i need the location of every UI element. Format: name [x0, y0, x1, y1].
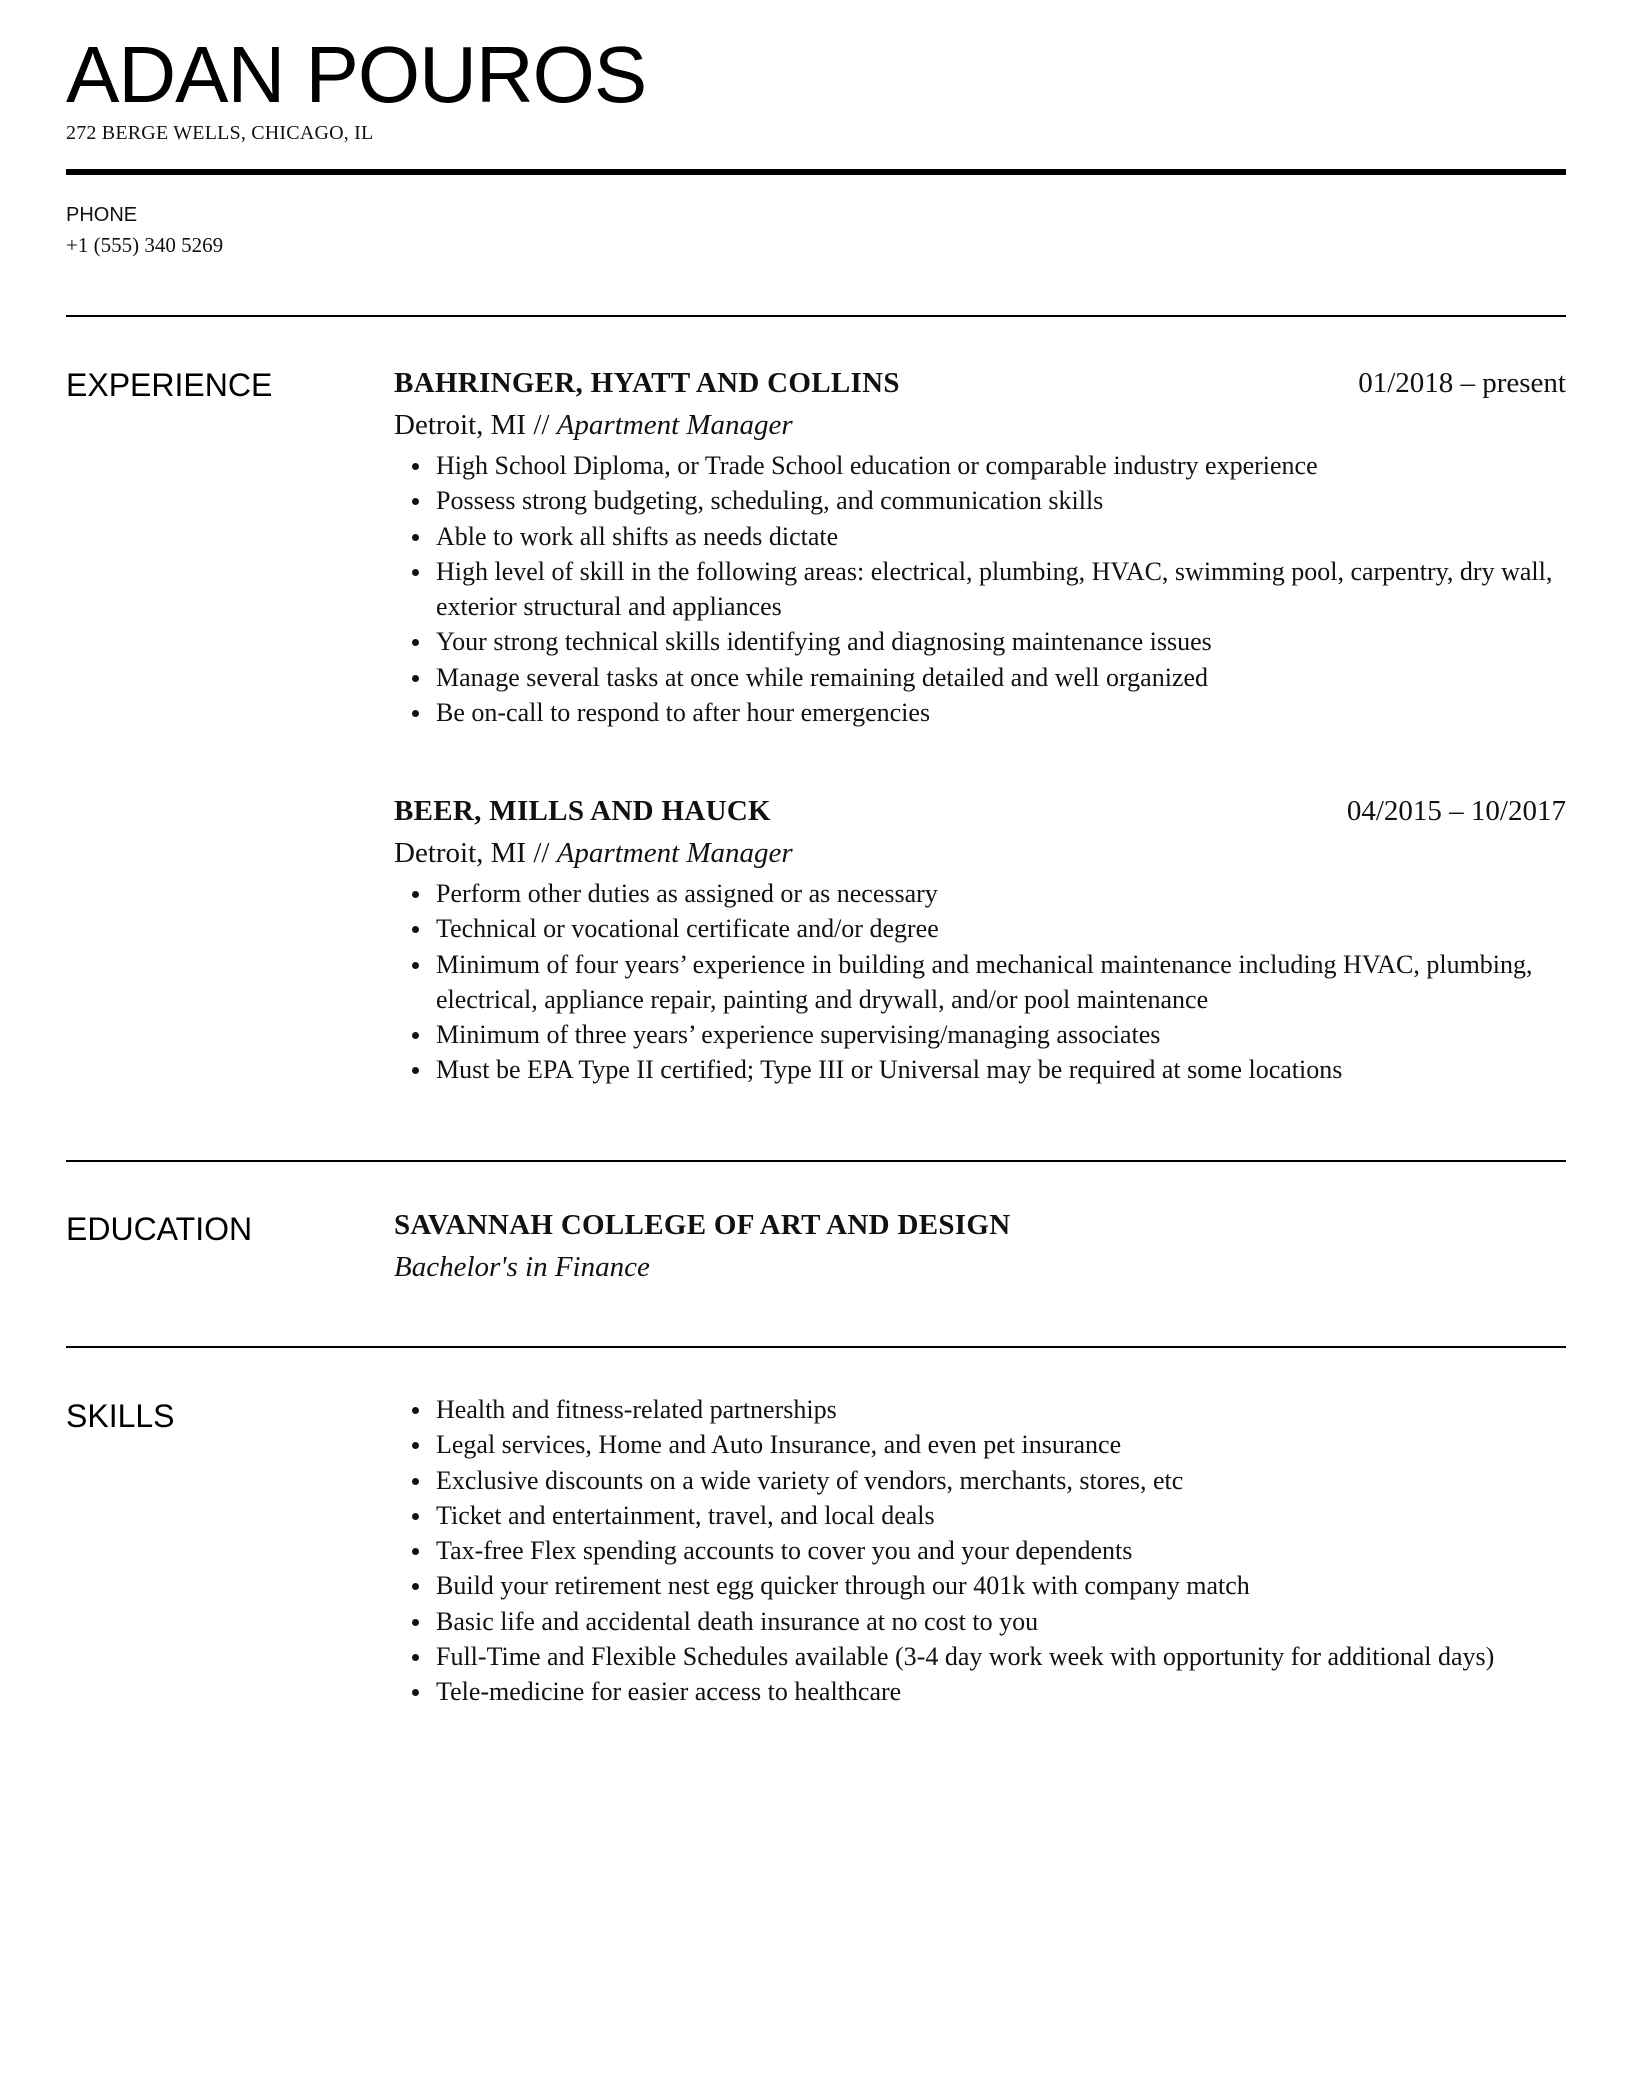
job-bullets	[394, 876, 1566, 1088]
experience-job-1	[394, 364, 1566, 730]
job-subtitle	[394, 405, 1566, 445]
list-item: Legal services, Home and Auto Insurance, and even pet insurance	[394, 1427, 1566, 1462]
skills-entry	[394, 1392, 1566, 1710]
list-item: Health and fitness-related partnerships	[394, 1392, 1566, 1427]
job-header	[394, 364, 1566, 402]
experience-divider	[66, 1160, 1566, 1162]
job-dates: 04/2015 – 10/2017	[1346, 795, 1566, 827]
degree-name: Bachelor's in Finance	[394, 1251, 650, 1283]
job-header	[394, 792, 1566, 830]
list-item: Manage several tasks at once while remaining detailed and well organized	[394, 660, 1566, 695]
education-divider	[66, 1346, 1566, 1348]
list-item: Tele-medicine for easier access to healthcare	[394, 1674, 1566, 1709]
job-dates: 01/2018 – present	[1358, 367, 1566, 399]
skills-list	[394, 1392, 1566, 1710]
job-separator: //	[526, 837, 557, 869]
list-item: Technical or vocational certificate and/or degree	[394, 911, 1566, 946]
school-name: SAVANNAH COLLEGE OF ART AND DESIGN	[394, 1209, 1011, 1241]
job-title: Apartment Manager	[556, 409, 793, 441]
job-location: Detroit, MI	[394, 409, 527, 441]
list-item: Must be EPA Type II certified; Type III or Universal may be required at some locations	[394, 1052, 1566, 1087]
candidate-address: 272 BERGE WELLS, CHICAGO, IL	[66, 122, 374, 144]
employer-name: BAHRINGER, HYATT AND COLLINS	[394, 367, 900, 399]
education-entry	[394, 1206, 1566, 1287]
phone-value: +1 (555) 340 5269	[66, 233, 224, 257]
job-separator: //	[526, 409, 557, 441]
job-bullets	[394, 448, 1566, 730]
list-item: Perform other duties as assigned or as necessary	[394, 876, 1566, 911]
list-item: Able to work all shifts as needs dictate	[394, 519, 1566, 554]
list-item: Ticket and entertainment, travel, and local deals	[394, 1498, 1566, 1533]
experience-job-2	[394, 792, 1566, 1088]
list-item: Full-Time and Flexible Schedules available (3-4 day work week with opportunity for additional days)	[394, 1639, 1566, 1674]
header-divider	[66, 169, 1566, 175]
list-item: Basic life and accidental death insurance at no cost to you	[394, 1604, 1566, 1639]
job-title: Apartment Manager	[556, 837, 793, 869]
contact-divider	[66, 315, 1566, 317]
employer-name: BEER, MILLS AND HAUCK	[394, 795, 771, 827]
list-item: Tax-free Flex spending accounts to cover you and your dependents	[394, 1533, 1566, 1568]
experience-heading: EXPERIENCE	[66, 367, 273, 403]
list-item: Be on-call to respond to after hour emergencies	[394, 695, 1566, 730]
job-location: Detroit, MI	[394, 837, 527, 869]
skills-heading: SKILLS	[66, 1398, 175, 1434]
education-heading: EDUCATION	[66, 1211, 253, 1247]
list-item: Minimum of four years’ experience in building and mechanical maintenance including HVAC, plumbing, electrical, appliance repair, painting and drywall, and/or pool maintenance	[394, 947, 1566, 1018]
job-subtitle	[394, 833, 1566, 873]
candidate-name: ADAN POUROS	[66, 30, 647, 119]
list-item: High level of skill in the following areas: electrical, plumbing, HVAC, swimming pool, carpentry, dry wall, exterior structural and appliances	[394, 554, 1566, 625]
list-item: Minimum of three years’ experience supervising/managing associates	[394, 1017, 1566, 1052]
list-item: High School Diploma, or Trade School education or comparable industry experience	[394, 448, 1566, 483]
education-header	[394, 1206, 1566, 1244]
list-item: Possess strong budgeting, scheduling, and communication skills	[394, 483, 1566, 518]
phone-label: PHONE	[66, 204, 138, 226]
list-item: Your strong technical skills identifying and diagnosing maintenance issues	[394, 624, 1566, 659]
list-item: Build your retirement nest egg quicker through our 401k with company match	[394, 1568, 1566, 1603]
list-item: Exclusive discounts on a wide variety of vendors, merchants, stores, etc	[394, 1463, 1566, 1498]
